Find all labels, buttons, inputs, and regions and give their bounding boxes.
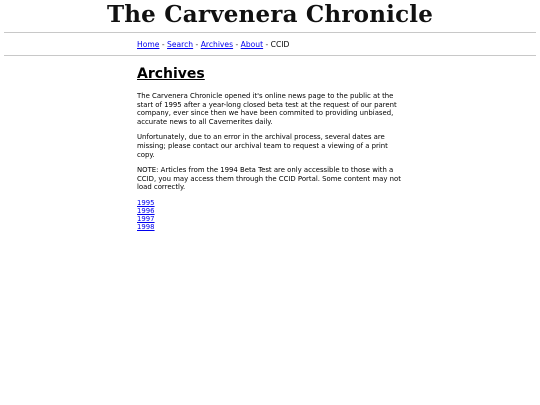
year-link-1996[interactable]: 1996 xyxy=(137,207,155,216)
list-item xyxy=(137,199,405,207)
nav-home-link[interactable]: Home xyxy=(137,40,160,49)
archive-year-list xyxy=(137,199,405,231)
nav-about-link[interactable]: About xyxy=(240,40,264,49)
beta-note-paragraph: NOTE: Articles from the 1994 Beta Test are only accessible to those with a CCID, you may access them through the CCID Portal. Some content may not load correctly. xyxy=(137,166,401,192)
nav-separator: - xyxy=(161,40,168,49)
page-title: Archives xyxy=(137,66,205,82)
header-divider xyxy=(4,32,536,33)
site-title: The Carvenera Chronicle xyxy=(106,1,434,28)
nav-ccid-current: CCID xyxy=(270,40,290,49)
site-header xyxy=(0,0,540,28)
list-item xyxy=(137,223,405,231)
nav-archives-link[interactable]: Archives xyxy=(200,40,234,49)
nav-separator: - xyxy=(195,40,201,49)
list-item xyxy=(137,207,405,215)
archives-content xyxy=(137,66,405,231)
nav-divider xyxy=(4,55,536,56)
nav-search-link[interactable]: Search xyxy=(167,40,194,49)
year-link-1997[interactable]: 1997 xyxy=(137,215,155,224)
intro-paragraph: The Carvenera Chronicle opened it's online news page to the public at the start of 1995 after a year-long closed beta test at the request of our parent company, ever since then we have been commited to providing unbiased, accurate news to all Cavernerites daily. xyxy=(137,92,397,126)
list-item xyxy=(137,215,405,223)
year-link-1998[interactable]: 1998 xyxy=(137,223,155,232)
nav-separator: - xyxy=(235,40,241,49)
main-navigation xyxy=(137,40,289,50)
nav-separator: - xyxy=(265,40,271,49)
missing-dates-paragraph: Unfortunately, due to an error in the archival process, several dates are missing; please contact our archival team to request a viewing of a print copy. xyxy=(137,133,388,159)
year-link-1995[interactable]: 1995 xyxy=(137,198,155,207)
